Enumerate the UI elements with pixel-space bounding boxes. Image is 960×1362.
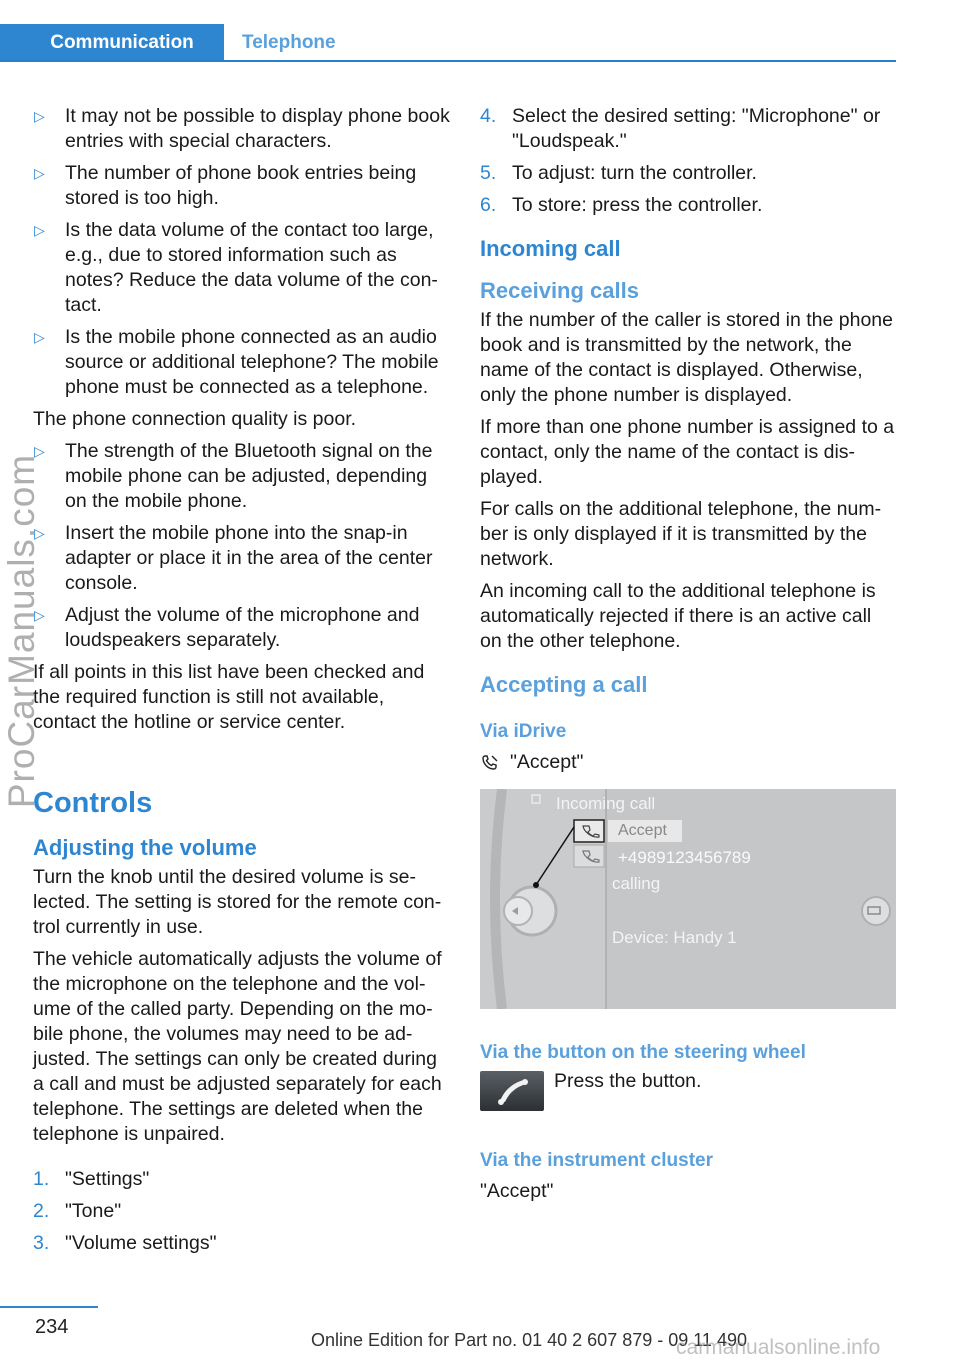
step-number: 3.	[33, 1232, 50, 1254]
numbered-steps-left	[33, 1167, 451, 1256]
screen-call-status: calling	[612, 874, 661, 893]
steering-wheel-instruction	[480, 1071, 898, 1111]
bullet-list-phonebook	[33, 104, 451, 400]
list-item	[33, 1231, 451, 1256]
step-number: 4.	[480, 105, 497, 127]
volume-paragraph-2: The vehicle automatically adjusts the volume of the microphone on the telephone and the vol-ume of the called party. Depending on the mo-bile phone, the volumes may need to be ad-justed. The settings can only be created during a call and must be adjusted separately for each telephone. The settings are deleted when the telephone is unpaired.	[33, 948, 442, 1145]
footer-divider	[0, 1306, 98, 1308]
step-text: To adjust: turn the controller.	[512, 162, 757, 184]
screen-caller-number: +4989123456789	[618, 848, 751, 867]
step-text: "Settings"	[65, 1168, 150, 1190]
via-instrument-cluster-heading: Via the instrument cluster	[480, 1150, 713, 1171]
screen-title: Incoming call	[556, 794, 656, 813]
quality-text: The phone connection quality is poor.	[33, 408, 357, 430]
step-number: 6.	[480, 194, 497, 216]
accept-instruction	[480, 750, 898, 775]
list-item: ▷ Is the data volume of the contact too large, e.g., due to stored information such as notes? Reduce the data volume of the con-tact.	[33, 218, 451, 318]
header-divider	[0, 60, 896, 62]
section-tab-communication: Communication	[0, 24, 224, 62]
phone-handset-icon	[480, 753, 500, 773]
step-number: 5.	[480, 162, 497, 184]
wheel-text: Press the button.	[554, 1070, 702, 1092]
step-number: 1.	[33, 1168, 50, 1190]
receiving-paragraph-3: For calls on the additional telephone, the num-ber is only displayed if it is transmitted by the network.	[480, 498, 882, 570]
right-column	[480, 104, 898, 1211]
step-text: Select the desired setting: "Microphone" or "Loudspeak."	[512, 105, 881, 152]
list-item: ▷ The number of phone book entries being stored is too high.	[33, 161, 451, 211]
list-item	[480, 193, 898, 218]
list-item: ▷ Is the mobile phone connected as an audio source or additional telephone? The mobile phone must be connected as a telephone.	[33, 325, 451, 400]
idrive-screen-illustration	[480, 789, 896, 1009]
cluster-text: "Accept"	[480, 1180, 554, 1202]
controls-heading: Controls	[33, 787, 153, 819]
volume-heading: Adjusting the volume	[33, 835, 257, 860]
receiving-paragraph-4: An incoming call to the additional telephone is automatically rejected if there is an active call on the other telephone.	[480, 580, 876, 652]
step-text: To store: press the controller.	[512, 194, 763, 216]
side-watermark: ProCarManuals.com	[1, 453, 42, 809]
steering-wheel-phone-button	[480, 1071, 544, 1111]
screen-graphics	[480, 789, 896, 1009]
bullet-list-quality	[33, 439, 451, 653]
list-item	[480, 104, 898, 154]
screen-device-name: Device: Handy 1	[612, 928, 737, 947]
edition-text: Online Edition for Part no. 01 40 2 607 879 - 09 11 490	[311, 1330, 747, 1350]
list-item: ▷ Insert the mobile phone into the snap-in adapter or place it in the area of the center console.	[33, 521, 451, 596]
bottom-watermark: carmanualsonline.info	[676, 1336, 881, 1359]
section-tab-telephone: Telephone	[242, 32, 336, 53]
volume-paragraph-1: Turn the knob until the desired volume is se-lected. The setting is stored for the remote con-trol currently in use.	[33, 866, 442, 938]
via-steering-wheel-heading: Via the button on the steering wheel	[480, 1042, 806, 1063]
step-text: "Volume settings"	[65, 1232, 217, 1254]
checked-text: If all points in this list have been checked and the required function is still not available, contact the hotline or service center.	[33, 661, 425, 733]
list-item	[480, 161, 898, 186]
receiving-calls-heading: Receiving calls	[480, 278, 639, 303]
list-item	[33, 1167, 451, 1192]
list-item: ▷ The strength of the Bluetooth signal on the mobile phone can be adjusted, depending on the mobile phone.	[33, 439, 451, 514]
list-item: ▷ It may not be possible to display phone book entries with special characters.	[33, 104, 451, 154]
list-item: ▷ Adjust the volume of the microphone and loudspeakers separately.	[33, 603, 451, 653]
numbered-steps-right	[480, 104, 898, 218]
left-column	[33, 104, 451, 1263]
accepting-call-heading: Accepting a call	[480, 672, 648, 697]
via-idrive-heading: Via iDrive	[480, 721, 567, 742]
incoming-call-heading: Incoming call	[480, 236, 621, 261]
receiving-paragraph-2: If more than one phone number is assigned to a contact, only the name of the contact is dis-played.	[480, 416, 895, 488]
accept-label: "Accept"	[510, 751, 584, 773]
receiving-paragraph-1: If the number of the caller is stored in the phone book and is transmitted by the network, the name of the contact is displayed. Otherwise, only the phone number is displayed.	[480, 309, 893, 406]
list-item	[33, 1199, 451, 1224]
phone-handset-icon	[480, 1071, 544, 1111]
page-number: 234	[35, 1316, 69, 1338]
page-header	[0, 24, 896, 62]
step-number: 2.	[33, 1200, 50, 1222]
step-text: "Tone"	[65, 1200, 122, 1222]
screen-accept-button: Accept	[608, 820, 682, 842]
